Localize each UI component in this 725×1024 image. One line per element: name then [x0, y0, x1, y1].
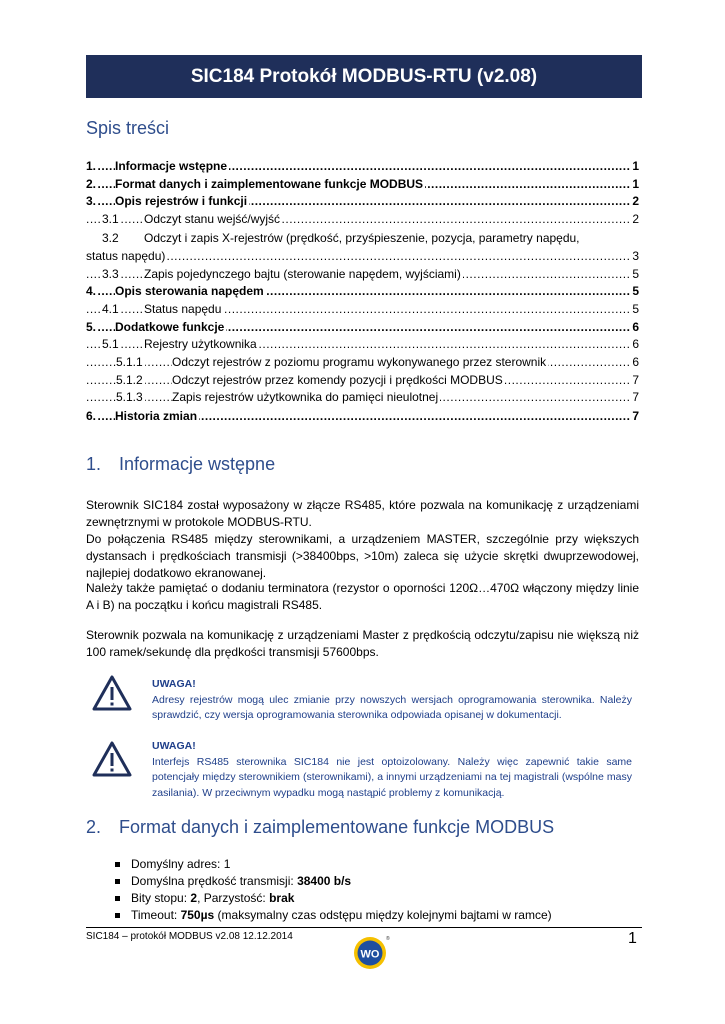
toc-entry[interactable] — [86, 389, 639, 406]
toc-entry-number: 5. — [86, 320, 97, 334]
toc-entry-page: 1 — [632, 159, 639, 173]
toc-entry-number: 3.2 — [102, 231, 119, 245]
toc-entry-label: Format danych i zaimplementowane funkcje MODBUS — [115, 177, 424, 191]
toc-entry[interactable] — [86, 283, 639, 300]
page-number: 1 — [628, 930, 637, 947]
toc-entry-number: 3. — [86, 194, 97, 208]
toc-entry-label: Odczyt rejestrów przez komendy pozycji i prędkości MODBUS — [172, 373, 503, 387]
toc-entry-number: 5.1.2 — [116, 373, 143, 387]
footer-divider — [86, 927, 642, 928]
toc-entry-page: 7 — [632, 409, 639, 423]
toc-entry-label: Historia zmian — [115, 409, 198, 423]
toc-entry-page: 3 — [632, 249, 639, 263]
toc-entry-page: 6 — [632, 337, 639, 351]
toc-entry-page: 6 — [632, 320, 639, 334]
toc-entry-label: Status napędu — [144, 302, 222, 316]
section-number: 2. — [86, 817, 102, 837]
toc-entry-label: Odczyt i zapis X-rejestrów (prędkość, przyśpieszenie, pozycja, parametry napędu, — [144, 231, 580, 245]
toc-entry-page: 7 — [632, 373, 639, 387]
toc-entry-label-cont: status napędu) — [86, 249, 166, 263]
section-number: 1. — [86, 454, 102, 474]
toc-entry[interactable] — [86, 158, 639, 175]
toc-entry-label: Zapis rejestrów użytkownika do pamięci nieulotnej — [172, 390, 439, 404]
warning-title: UWAGA! — [152, 678, 196, 690]
toc-entry-label: Odczyt rejestrów z poziomu programu wykonywanego przez sterownik — [172, 355, 547, 369]
toc-entry-number: 3.1 — [102, 212, 119, 226]
toc-entry-number: 2. — [86, 177, 97, 191]
toc-entry[interactable] — [86, 211, 639, 228]
toc-entry-page: 5 — [632, 302, 639, 316]
toc-entry[interactable] — [86, 408, 639, 425]
toc-entry-number: 1. — [86, 159, 97, 173]
toc-entry-page: 1 — [632, 177, 639, 191]
toc-entry-label: Informacje wstępne — [115, 159, 228, 173]
toc-entry-label: Rejestry użytkownika — [144, 337, 257, 351]
toc-entry[interactable] — [86, 336, 639, 353]
toc-entry[interactable] — [86, 354, 639, 371]
toc-entry-page: 5 — [632, 267, 639, 281]
warning-box — [152, 677, 632, 724]
toc-entry[interactable] — [86, 193, 639, 210]
toc-entry-page: 7 — [632, 390, 639, 404]
toc-entry-label: Opis sterowania napędem — [115, 284, 264, 298]
svg-text:®: ® — [386, 936, 390, 942]
paragraph: Należy także pamiętać o dodaniu terminatora (rezystor o oporności 120Ω…470Ω włączony między linie A i B) na początku i końcu magistrali RS485. — [86, 581, 639, 612]
toc-entry[interactable] — [86, 176, 639, 193]
list-item: Bity stopu: 2, Parzystość: brak — [115, 890, 552, 907]
bullet-list — [115, 856, 552, 924]
toc-entry-line1[interactable] — [86, 230, 639, 247]
paragraph: Sterownik SIC184 został wyposażony w złącze RS485, które pozwala na komunikację z urządzeniami zewnętrznymi w protokole MODBUS-RTU. — [86, 498, 639, 529]
warning-title: UWAGA! — [152, 740, 196, 752]
warning-text: Interfejs RS485 sterownika SIC184 nie jest optoizolowany. Należy więc zapewnić takie same potencjały między sterownikiem (sterownikami), a innymi urządzeniami na tej magistrali (wspólne masy zasilania). W przeciwnym wypadku mogą nastąpić problemy z komunikacją. — [152, 755, 632, 799]
toc-entry-number: 4.1 — [102, 302, 119, 316]
list-item: Domyślny adres: 1 — [115, 856, 552, 873]
paragraph: Do połączenia RS485 między sterownikami, a urządzeniem MASTER, szczególnie przy większych dystansach i prędkościach transmisji (>38400bps, >10m) zaleca się użycie skrętki dwuprzewodowej, najlepiej dodatkowo ekranowanej. — [86, 532, 639, 580]
section-title: Informacje wstępne — [119, 454, 276, 474]
toc-entry-number: 3.3 — [102, 267, 119, 281]
toc-entry[interactable] — [86, 319, 639, 336]
footer-text: SIC184 – protokół MODBUS v2.08 12.12.2014 — [86, 931, 293, 942]
toc-entry-number: 6. — [86, 409, 97, 423]
warning-text: Adresy rejestrów mogą ulec zmianie przy nowszych wersjach oprogramowania sterownika. Należy sprawdzić, czy wersja oprogramowania sterownika odpowiada opisanej w dokumentacji. — [152, 693, 632, 721]
section-title: Format danych i zaimplementowane funkcje MODBUS — [119, 817, 555, 837]
list-item: Domyślna prędkość transmisji: 38400 b/s — [115, 873, 552, 890]
warning-icon — [92, 740, 132, 778]
warning-icon — [92, 674, 132, 712]
toc-entry-label: Opis rejestrów i funkcji — [115, 194, 248, 208]
warning-box — [152, 739, 632, 801]
company-logo — [352, 934, 390, 970]
toc-entry-page: 5 — [632, 284, 639, 298]
toc-entry-label: Dodatkowe funkcje — [115, 320, 225, 334]
toc-entry-label: Zapis pojedynczego bajtu (sterowanie napędem, wyjściami) — [144, 267, 461, 281]
toc-entry-number: 5.1.1 — [116, 355, 143, 369]
toc-entry[interactable] — [86, 372, 639, 389]
toc-entry[interactable] — [86, 301, 639, 318]
toc-entry-number: 4. — [86, 284, 97, 298]
document-title: SIC184 Protokół MODBUS-RTU (v2.08) — [86, 55, 642, 98]
svg-text:WO: WO — [360, 948, 380, 961]
toc-heading: Spis treści — [86, 118, 170, 138]
toc-entry-number: 5.1 — [102, 337, 119, 351]
section-1-heading — [86, 454, 275, 475]
toc-entry[interactable] — [86, 266, 639, 283]
section-2-heading — [86, 817, 554, 838]
list-item: Timeout: 750µs (maksymalny czas odstępu między kolejnymi bajtami w ramce) — [115, 907, 552, 924]
toc-entry-page: 2 — [632, 212, 639, 226]
toc-entry[interactable] — [86, 248, 639, 265]
toc-entry-page: 2 — [632, 194, 639, 208]
paragraph: Sterownik pozwala na komunikację z urządzeniami Master z prędkością odczytu/zapisu nie większą niż 100 ramek/sekundę dla prędkości transmisji 57600bps. — [86, 628, 639, 659]
toc-entry-page: 6 — [632, 355, 639, 369]
toc-entry-number: 5.1.3 — [116, 390, 143, 404]
toc-entry-label: Odczyt stanu wejść/wyjść — [144, 212, 281, 226]
